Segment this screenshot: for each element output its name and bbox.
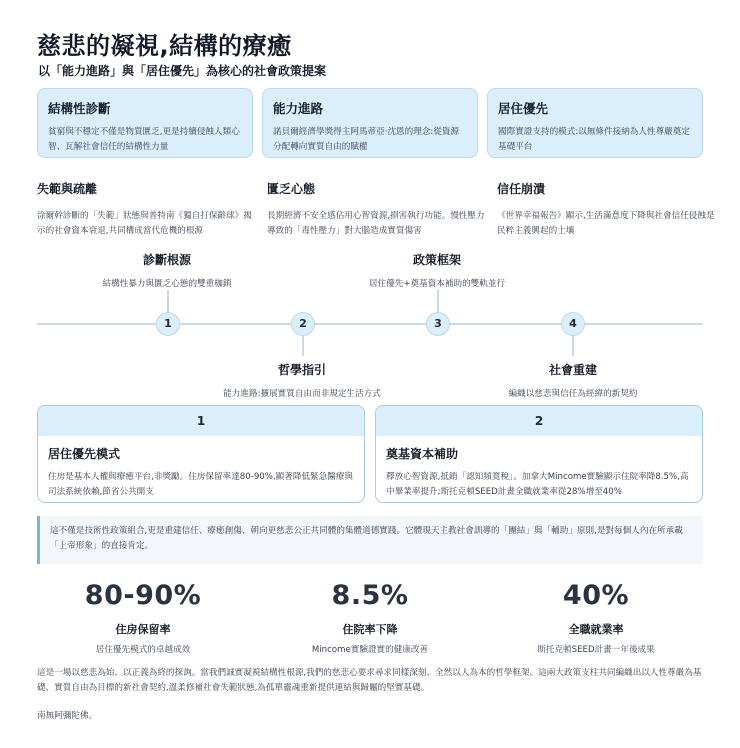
timeline-stem-3 [437, 290, 439, 314]
timeline-heading: 哲學指引 [277, 363, 326, 377]
timeline-text: 結構性暴力與匱乏心態的雙重枷鎖 [102, 279, 232, 289]
timeline-text: 居住優先+奠基資本補助的雙軌並行 [368, 279, 506, 289]
card-structural-diagnosis [37, 88, 253, 158]
stat-fulltime-employment [486, 580, 706, 655]
card-text: 國際實證支持的模式:以無條件接納為人性尊嚴奠定基礎平台 [498, 127, 690, 152]
column-heading: 信任崩潰 [497, 182, 546, 196]
pillar-number: 2 [376, 406, 702, 436]
column-anomie [37, 180, 257, 239]
card-housing-first [487, 88, 703, 158]
timeline-node-1: 1 [156, 312, 180, 336]
stat-sub: Mincome實驗證實的健康改善 [311, 645, 429, 655]
stat-label: 全職就業率 [568, 623, 624, 636]
stat-label: 住院率下降 [342, 623, 398, 636]
pillar-foundation-grant [375, 405, 703, 503]
timeline-node-3: 3 [426, 312, 450, 336]
pillar-text: 住房是基本人權與療癒平台,非獎勵。住房保留率達80-90%,顯著降低緊急醫療與司法系統依賴,節省公共開支 [48, 472, 354, 497]
column-heading: 失範與疏離 [37, 182, 98, 196]
timeline-heading: 診斷根源 [142, 253, 191, 267]
quote-block: 這不僅是技術性政策組合,更是重建信任、療癒創傷、朝向更慈悲公正共同體的集體道德實踐。它體現天主教社會訓導的「團結」與「輔助」原則,是對每個人內在所承載「上帝形象」的直接肯定。 [37, 516, 703, 564]
timeline-node-2: 2 [291, 312, 315, 336]
timeline-heading: 政策框架 [412, 253, 461, 267]
timeline-text: 編織以慈悲與信任為經緯的新契約 [508, 389, 638, 399]
column-text: 涂爾幹診斷的「失範」狀態與普特南《獨自打保齡球》揭示的社會資本衰退,共同構成當代危機的根源 [37, 211, 252, 236]
stat-value: 40% [562, 580, 630, 611]
card-heading: 能力進路 [273, 101, 324, 116]
stat-label: 住房保留率 [115, 623, 171, 636]
pillar-text: 釋放心智資源,抵銷「認知頻寬稅」。加拿大Mincome實驗顯示住院率降8.5%,高中畢業率提升;斯托克頓SEED計畫全職就業率從28%增至40% [386, 472, 689, 497]
timeline-node-4: 4 [561, 312, 585, 336]
card-heading: 結構性診斷 [48, 101, 111, 116]
timeline-label-3 [317, 251, 557, 289]
page-title: 慈悲的凝視,結構的療癒 [37, 32, 292, 60]
column-scarcity [267, 180, 487, 239]
pillar-heading: 居住優先模式 [48, 447, 121, 461]
timeline-stem-4 [572, 336, 574, 356]
stat-housing-retention [33, 580, 253, 655]
timeline-stem-1 [167, 290, 169, 314]
timeline-text: 能力進路:擴展實質自由而非規定生活方式 [223, 389, 381, 399]
column-text: 長期經濟不安全感佔用心智資源,損害執行功能。慢性壓力導致的「毒性壓力」對大腦造成實質傷害 [267, 211, 485, 236]
timeline-axis [37, 323, 703, 325]
page-subtitle: 以「能力進路」與「居住優先」為核心的社會政策提案 [38, 64, 327, 78]
stat-hospitalization-drop [260, 580, 480, 655]
stat-sub: 斯托克頓SEED計畫一年後成果 [537, 645, 655, 655]
timeline-heading: 社會重建 [548, 363, 597, 377]
column-text: 《世界幸福報告》顯示,生活滿意度下降與社會信任侵蝕是民粹主義興起的土壤 [497, 211, 715, 236]
stat-sub: 居住優先模式的卓越成效 [95, 645, 191, 655]
column-heading: 匱乏心態 [267, 182, 316, 196]
card-text: 貧窮與不穩定不僅是物質匱乏,更是持續侵蝕人類心智、瓦解社會信任的結構性力量 [48, 127, 240, 152]
timeline-label-4 [453, 361, 693, 399]
timeline-stem-2 [302, 336, 304, 356]
signoff: 南無阿彌陀佛。 [37, 711, 98, 721]
card-capability-approach [262, 88, 478, 158]
closing-paragraph: 這是一場以慈悲為始、以正義為終的探詢。當我們誠實凝視結構性根源,我們的慈悲心要求尋求同樣深刻、全然以人為本的哲學框架。這兩大政策支柱共同編織出以人性尊嚴為基礎、實質自由為目標的新社會契約,溫柔修補社會失範狀態,為孤單靈魂重新提供連結與歸屬的堅實基礎。 [37, 668, 702, 693]
pillar-number: 1 [38, 406, 364, 436]
stat-value: 80-90% [84, 580, 202, 611]
card-text: 諾貝爾經濟學獎得主阿馬蒂亞·沈恩的理念:從資源分配轉向實質自由的賦權 [273, 127, 460, 152]
timeline-label-1 [47, 251, 287, 289]
pillar-heading: 奠基資本補助 [386, 447, 459, 461]
stat-value: 8.5% [331, 580, 409, 611]
card-heading: 居住優先 [498, 101, 549, 116]
timeline-label-2 [182, 361, 422, 399]
column-trust-collapse [497, 180, 717, 239]
pillar-housing-first [37, 405, 365, 503]
